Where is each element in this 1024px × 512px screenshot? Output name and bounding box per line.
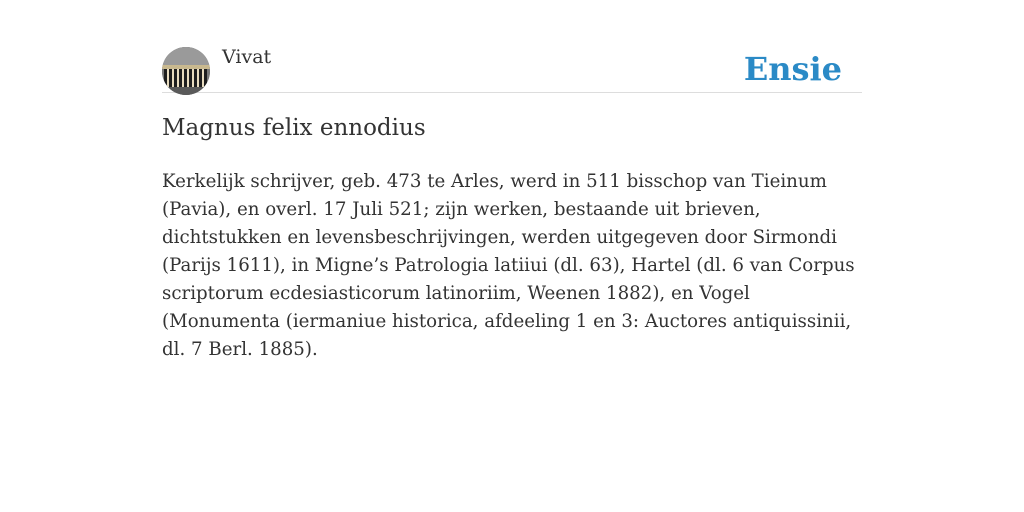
header <box>162 0 862 93</box>
article-title: Magnus felix ennodius <box>162 115 426 141</box>
books-avatar-icon <box>162 47 210 95</box>
author-name[interactable]: Vivat <box>222 46 272 68</box>
author-avatar[interactable] <box>162 47 210 95</box>
article-body: Kerkelijk schrijver, geb. 473 te Arles, werd in 511 bisschop van Tieinum (Pavia), en overl. 17 Juli 521; zijn werken, bestaande uit brieven, dichtstukken en levensbeschrijvingen, werden uitgegeven door Sirmondi (Parijs 1611), in Migne’s Patrologia latiiui (dl. 63), Hartel (dl. 6 van Corpus scriptorum ecdesiasticorum latinoriim, Weenen 1882), en Vogel (Monumenta (iermaniue historica, afdeeling 1 en 3: Auctores antiquissinii, dl. 7 Berl. 1885). <box>162 171 855 360</box>
brand-logo[interactable]: Ensie <box>743 50 842 88</box>
page-container <box>162 0 862 360</box>
